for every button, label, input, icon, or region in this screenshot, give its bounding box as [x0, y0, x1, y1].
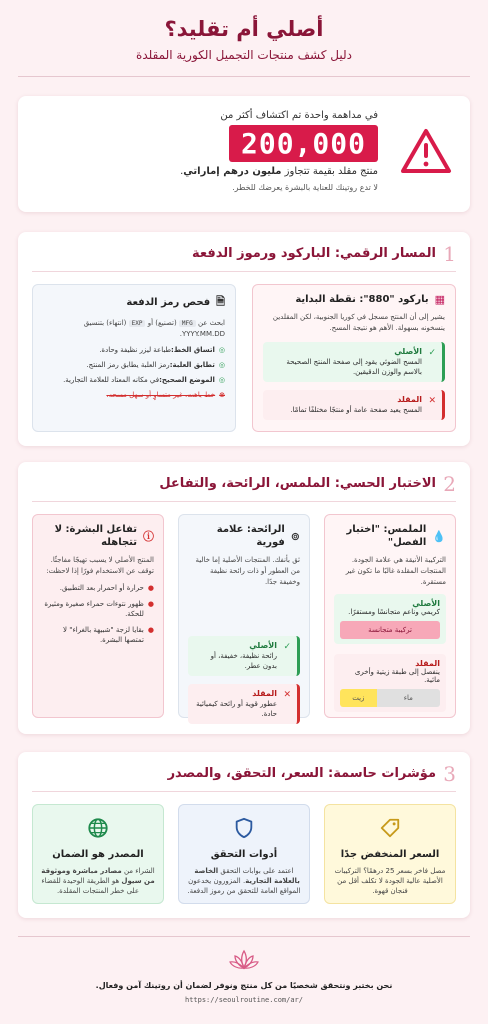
section-number: 1 [443, 242, 456, 266]
footer-text: نحن بختبر ونتحقق شخصيًا من كل منتج ونوفر لضمان أن روتينك آمن وفعال. [95, 981, 393, 990]
source-title: المصدر هو الضمان [52, 849, 144, 860]
section-digital [18, 232, 470, 446]
document-icon: 🗎 [216, 295, 225, 308]
alert-circle-icon: ⓘ [143, 529, 154, 543]
header-divider [18, 76, 470, 77]
check-icon: ✓ [283, 642, 291, 652]
drop-icon: 💧 [432, 529, 446, 543]
section-2-header [32, 472, 456, 502]
smell-title: الرائحة: علامة فورية [216, 524, 285, 548]
reaction-text: المنتج الأصلي لا يسبب تهيجًا مفاجئًا. توقف عن الاستخدام فورًا إذا لاحظت: [46, 556, 154, 575]
barcode-genuine: ✓ الأصلي المسح الضوئي يقود إلى صفحة المنتج الصحيحة بالاسم والوزن الدقيقين. [263, 342, 445, 382]
reaction-panel [32, 514, 164, 718]
source-panel [32, 804, 164, 904]
page-title: أصلي أم تقليد؟ [164, 17, 324, 41]
source-text: الشراء من مصادر مباشرة وموثوقة من سيول هو الطريقة الوحيدة للقضاء على خطر المنتجات المقلدة. [41, 867, 155, 895]
section-number: 3 [443, 762, 456, 786]
circle-check-icon: ◎ [218, 376, 225, 384]
smell-genuine: ✓ الأصلي رائحة نظيفة، خفيفة، أو بدون عطر. [188, 636, 300, 676]
barcode-title: باركود "880": نقطة البداية [295, 294, 429, 305]
homogeneous-bar: تركيبة متجانسة [340, 621, 440, 639]
separated-bar: ماء زيت [340, 689, 440, 707]
section-title: الاختبار الحسي: الملمس، الرائحة، والتفاعل [159, 476, 436, 491]
batch-panel [32, 284, 236, 432]
price-title: السعر المنخفض جدًا [340, 849, 440, 860]
texture-panel [324, 514, 456, 718]
reaction-item: ● حرارة أو احمرار بعد التطبيق. [59, 584, 154, 592]
texture-text: التركيبة الأنيقة هي علامة الجودة. المنتجات المقلدة غالبًا ما تكون غير مستقرة. [345, 556, 446, 586]
tag-icon [379, 817, 401, 839]
barcode-panel [252, 284, 456, 432]
verify-text: اعتمد على بوابات التحقق الخاصة بالعلامة التجارية. المزورون يخدعون المواقع العامة للتحقق من رموز الدفعة. [187, 867, 301, 895]
verify-panel [178, 804, 310, 904]
cross-icon: ✕ [283, 690, 291, 700]
lotus-icon [229, 949, 259, 971]
verify-title: أدوات التحقق [210, 849, 278, 860]
reaction-title: تفاعل البشرة: لا تتجاهله [54, 524, 137, 548]
batch-title: فحص رمز الدفعة [126, 297, 211, 308]
footer-link[interactable]: https://seoulroutine.com/ar/ [184, 996, 303, 1004]
batch-check-2: ◎ تطابق العلبة:رمز العلبة يطابق رمز المنتج. [86, 361, 225, 369]
footer-divider [18, 936, 470, 937]
section-indicators [18, 752, 470, 918]
section-number: 2 [443, 472, 456, 496]
cross-icon: ✕ [428, 396, 436, 406]
texture-title: الملمس: "اختبار الفصل" [346, 524, 427, 548]
barcode-text: يشير إلى أن المنتج مسجل في كوريا الجنوبية، لكن المقلدين ينسخونه بسهولة. الأهم هو نتيجة المسح. [272, 313, 445, 332]
circle-check-icon: ◎ [218, 346, 225, 354]
barcode-icon: ▦ [434, 293, 445, 306]
batch-intro: ابحث عن MFG (تصنيع) أو EXP (انتهاء) بتنسيق YYYY.MM.DD. [83, 319, 225, 338]
price-text: مصل فاخر بسعر 25 درهمًا؟ التركيبات الأصلية عالية الجودة لا تكلف أقل من فنجان قهوة. [334, 867, 446, 895]
texture-genuine: الأصلي كريمي وناعم متجانسًا ومستقرًا. تركيبة متجانسة [334, 594, 446, 644]
alert-card [18, 96, 470, 212]
batch-bad: ⊗ خط باهت، غير متساوٍ أو سهل مسحه. [106, 391, 225, 399]
nose-icon: ⊚ [290, 529, 300, 543]
check-icon: ✓ [428, 348, 436, 358]
alert-intro: في مداهمة واحدة تم اكتشاف أكثر من [220, 110, 378, 121]
texture-fake: المقلد ينفصل إلى طبقة زيتية وأخرى مائية. ماء زيت [334, 654, 446, 712]
globe-icon [87, 817, 109, 839]
barcode-fake: ✕ المقلد المسح يعيد صفحة عامة أو منتجًا مختلفًا تمامًا. [263, 390, 445, 420]
page-subtitle: دليل كشف منتجات التجميل الكورية المقلدة [136, 48, 352, 62]
section-3-header [32, 762, 456, 792]
shield-icon [233, 817, 255, 839]
reaction-item: ● بقايا لزجة "شبيهة بالغراء" لا تمتصها البشرة. [63, 626, 154, 644]
section-title: المسار الرقمي: الباركود ورموز الدفعة [192, 246, 436, 261]
section-1-header [32, 242, 456, 272]
page-header [0, 0, 488, 62]
smell-fake: ✕ المقلد عطور قوية أو رائحة كيميائية حادة. [188, 684, 300, 724]
smell-text: ثق بأنفك. المنتجات الأصلية إما خالية من العطور أو ذات رائحة نظيفة وخفيفة جدًا. [195, 556, 300, 586]
batch-check-1: ◎ اتساق الخط:طباعة ليزر نظيفة وحادة. [99, 346, 225, 354]
warning-icon [400, 128, 452, 174]
circle-check-icon: ◎ [218, 361, 225, 369]
alert-warning-line: لا تدع روتينك للعناية بالبشرة يعرضك للخطر. [232, 183, 378, 192]
price-panel [324, 804, 456, 904]
circle-x-icon: ⊗ [219, 391, 225, 399]
footer [18, 936, 470, 1004]
smell-panel [178, 514, 310, 718]
batch-check-3: ◎ الموضع الصحيح:في مكانه المعتاد للعلامة التجارية. [63, 376, 225, 384]
alert-number: 200,000 [229, 125, 378, 162]
alert-value-line: منتج مقلد بقيمة تتجاوز مليون درهم إماراتي. [180, 166, 378, 177]
section-sensory [18, 462, 470, 734]
section-title: مؤشرات حاسمة: السعر، التحقق، والمصدر [167, 766, 436, 781]
reaction-item: ● ظهور نتوءات حمراء صغيرة ومثيرة للحكة. [44, 600, 154, 618]
